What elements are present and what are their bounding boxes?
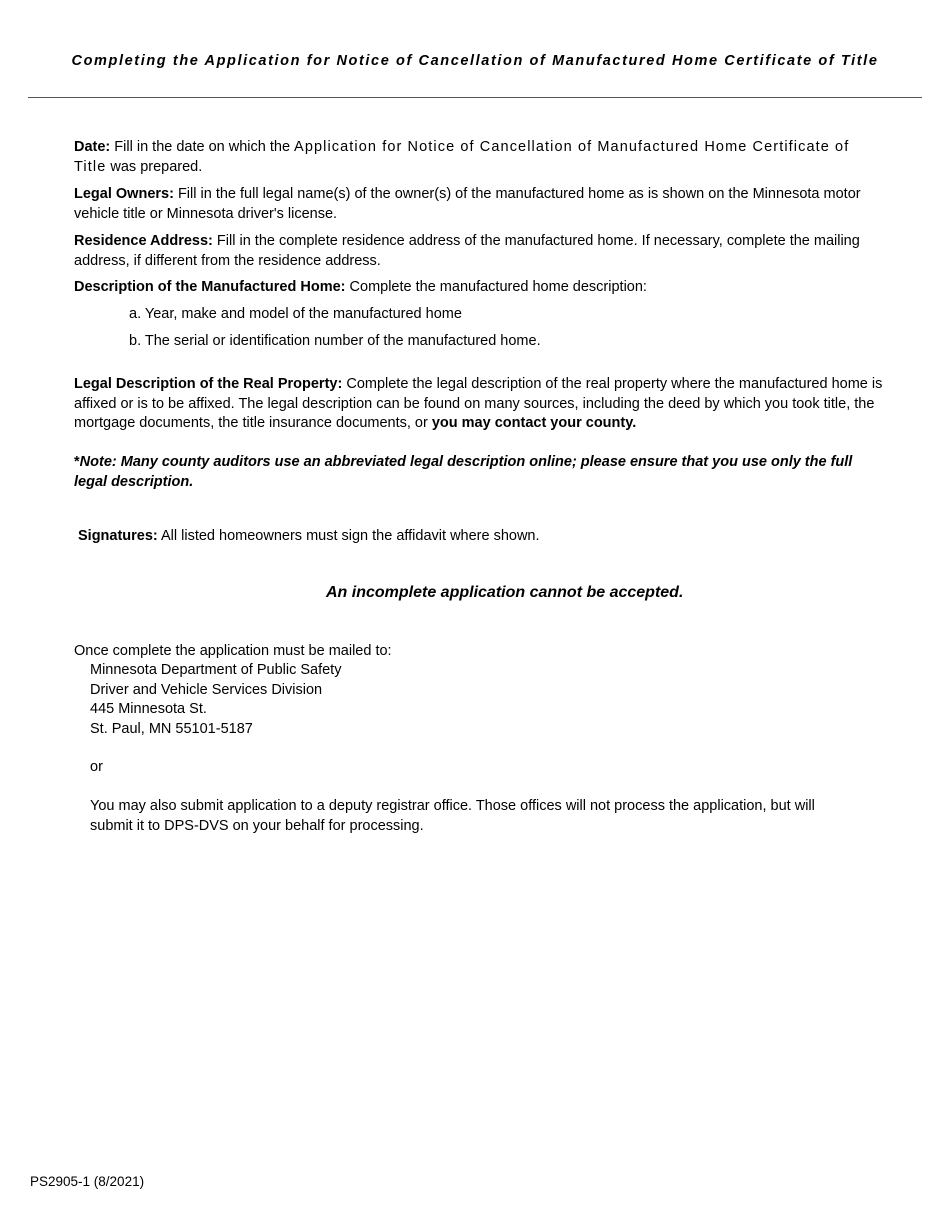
date-form-name: Application for Notice of Cancellation of Manufactured Home Certificate of Title — [74, 139, 850, 175]
incomplete-warning: An incomplete application cannot be accepted. — [326, 584, 684, 601]
date-text-before: Fill in the date on which the — [114, 139, 291, 155]
date-label: Date: — [74, 139, 111, 155]
signatures-text: All listed homeowners must sign the affidavit where shown. — [161, 528, 540, 544]
residence-address-instruction — [74, 232, 886, 271]
page-title: Completing the Application for Notice of Cancellation of Manufactured Home Certificate of Title — [71, 53, 879, 69]
description-instruction — [74, 278, 886, 298]
legal-owners-instruction — [74, 185, 886, 224]
description-text: Complete the manufactured home description: — [349, 279, 647, 295]
signatures-instruction — [78, 527, 890, 547]
description-label: Description of the Manufactured Home: — [74, 279, 346, 295]
address-line: Minnesota Department of Public Safety — [90, 662, 342, 678]
county-note — [74, 453, 886, 492]
address-line: Driver and Vehicle Services Division — [90, 681, 323, 698]
mailing-intro: Once complete the application must be mailed to: — [74, 643, 392, 659]
note-text: Note: Many county auditors use an abbreviated legal description online; please ensure that you use only the full legal description. — [74, 454, 853, 490]
legal-description-instruction — [74, 375, 886, 434]
address-line: 445 Minnesota St. — [90, 701, 207, 717]
residence-address-text: Fill in the complete residence address of the manufactured home. If necessary, complete the mailing address, if different from the residence address. — [74, 233, 860, 269]
legal-owners-text: Fill in the full legal name(s) of the owner(s) of the manufactured home as is shown on the Minnesota motor vehicle title or Minnesota driver's license. — [74, 186, 861, 222]
form-code: PS2905-1 (8/2021) — [30, 1174, 145, 1189]
deputy-registrar-text: You may also submit application to a deputy registrar office. Those offices will not process the application, but will submit it to DPS-DVS on your behalf for processing. — [90, 798, 815, 834]
legal-description-emphasis: you may contact your county. — [431, 415, 637, 431]
note-asterisk: * — [74, 454, 80, 470]
mailing-address — [90, 661, 590, 739]
legal-description-label: Legal Description of the Real Property: — [74, 376, 343, 392]
description-item-b: b. The serial or identification number of the manufactured home. — [129, 333, 541, 349]
description-item-a: a. Year, make and model of the manufactured home — [129, 306, 462, 322]
date-instruction — [74, 138, 886, 177]
residence-address-label: Residence Address: — [74, 233, 213, 249]
signatures-label: Signatures: — [78, 528, 158, 544]
address-line: St. Paul, MN 55101-5187 — [90, 720, 253, 737]
date-text-after: was prepared. — [110, 158, 203, 175]
legal-owners-label: Legal Owners: — [74, 186, 174, 202]
title-divider — [28, 97, 922, 98]
or-separator: or — [90, 759, 103, 775]
legal-description-text: Complete the legal description of the real property where the manufactured home is affixed or is to be affixed. The legal description can be found on many sources, including the deed by which you took title, the mortgage documents, the title insurance documents, or — [74, 376, 883, 431]
